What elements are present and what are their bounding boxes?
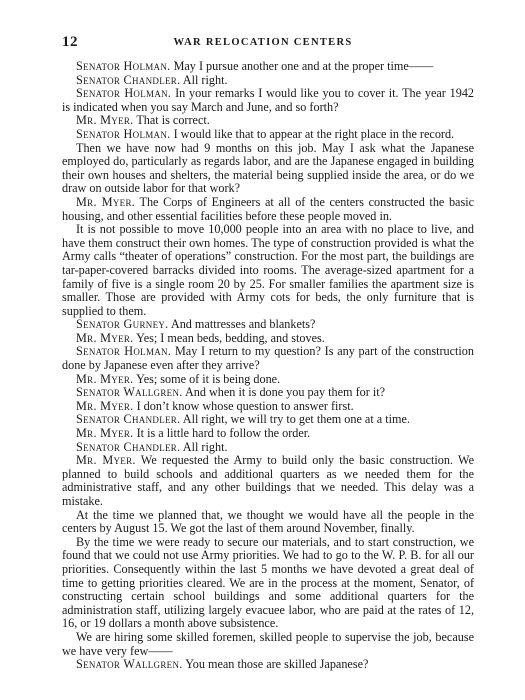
speaker-name: Senator Holman. <box>76 126 171 141</box>
paragraph-text: I don’t know whose question to answer first. <box>133 398 354 413</box>
transcript-paragraph <box>62 128 474 142</box>
paragraph-text: Then we have now had 9 months on this job. May I ask what the Japanese employed do, particularly as regards labor, and are the Japanese engaged in building their own houses and shelters, the material being supplied inside the area, or do we draw on outside labor for that work? <box>62 140 474 196</box>
transcript-paragraph <box>62 373 474 387</box>
hearing-transcript <box>62 60 474 672</box>
paragraph-text: And when it is done you pay them for it? <box>182 385 386 400</box>
page-header <box>62 34 464 54</box>
transcript-paragraph <box>62 318 474 332</box>
transcript-paragraph <box>62 196 474 223</box>
transcript-paragraph <box>62 345 474 372</box>
paragraph-text: At the time we planned that, we thought we would have all the people in the centers by August 15. We got the last of them around November, finally. <box>62 507 474 536</box>
speaker-name: Senator Holman. <box>76 86 172 101</box>
paragraph-text: May I return to my question? Is any part of the construction done by Japanese even after they arrive? <box>62 344 474 373</box>
transcript-paragraph <box>62 658 474 672</box>
transcript-paragraph <box>62 87 474 114</box>
transcript-paragraph <box>62 114 474 128</box>
paragraph-text: You mean those are skilled Japanese? <box>182 657 369 672</box>
speaker-name: Senator Chandler. <box>76 439 181 454</box>
transcript-paragraph <box>62 454 474 508</box>
paragraph-text: That is correct. <box>133 113 210 128</box>
paragraph-text: We requested the Army to build only the basic construction. We planned to build schools and additional quarters as we needed them for the administrative staff, and any other buildings that we needed. This delay was a mistake. <box>62 453 474 508</box>
speaker-name: Senator Chandler. <box>76 72 181 87</box>
transcript-paragraph <box>62 413 474 427</box>
paragraph-text: By the time we were ready to secure our materials, and to start construction, we found that we could not use Army priorities. We had to go to the W. P. B. for all our priorities. Consequently within the last 5 months we have devoted a great deal of time to getting priorities cleared. We are in the process at the moment, Senator, of constructing certain school buildings and some additional quarters for the administration staff, utilizing largely evacuee labor, who are paid at the rates of 12, 16, or 19 dollars a month above subsistence. <box>62 534 474 631</box>
speaker-name: Senator Holman. <box>76 59 171 73</box>
paragraph-text: All right. <box>180 439 228 454</box>
transcript-paragraph <box>62 631 474 658</box>
page-number: 12 <box>62 34 78 50</box>
speaker-name: Mr. Myer. <box>76 426 134 441</box>
speaker-name: Mr. Myer. <box>76 371 134 386</box>
paragraph-text: And mattresses and blankets? <box>168 317 316 332</box>
paragraph-text: All right. <box>180 72 228 87</box>
speaker-name: Mr. Myer. <box>76 453 136 468</box>
paragraph-text: We are hiring some skilled foremen, skilled people to supervise the job, because we have very few—— <box>62 629 474 658</box>
transcript-paragraph <box>62 400 474 414</box>
paragraph-text: I would like that to appear at the right place in the record. <box>170 126 455 141</box>
paragraph-text: The Corps of Engineers at all of the centers constructed the basic housing, and other essential facilities before these people moved in. <box>62 194 474 223</box>
paragraph-text: It is a little hard to follow the order. <box>133 426 311 441</box>
transcript-paragraph <box>62 74 474 88</box>
speaker-name: Mr. Myer. <box>76 113 134 128</box>
transcript-paragraph <box>62 60 474 74</box>
transcript-paragraph <box>62 332 474 346</box>
transcript-paragraph <box>62 223 474 318</box>
transcript-paragraph <box>62 509 474 536</box>
transcript-paragraph <box>62 536 474 631</box>
speaker-name: Senator Holman. <box>76 344 172 359</box>
paragraph-text: In your remarks I would like you to cover it. The year 1942 is indicated when you say March and June, and so forth? <box>62 86 475 114</box>
paragraph-text: It is not possible to move 10,000 people into an area with no place to live, and have them construct their own homes. The type of construction provided is what the Army calls “theater of operations” construction. For the most part, the buildings are tar-paper-covered barracks divided into rooms. The average-sized apartment for a family of five is a single room 20 by 25. For smaller families the apartment size is smaller. Those are provided with Army cots for beds, the only furniture that is supplied to them. <box>62 222 474 318</box>
speaker-name: Mr. Myer. <box>76 330 134 345</box>
speaker-name: Senator Gurney. <box>76 317 169 332</box>
transcript-paragraph <box>62 427 474 441</box>
transcript-paragraph <box>62 386 474 400</box>
paragraph-text: Yes; I mean beds, bedding, and stoves. <box>133 330 325 345</box>
transcript-paragraph <box>62 441 474 455</box>
paragraph-text: May I pursue another one and at the proper time—— <box>170 59 434 73</box>
running-head: WAR RELOCATION CENTERS <box>173 37 353 48</box>
transcript-paragraph <box>62 142 474 196</box>
speaker-name: Mr. Myer. <box>76 194 136 209</box>
paragraph-text: All right, we will try to get them one at a time. <box>180 412 410 427</box>
speaker-name: Senator Wallgren. <box>76 657 183 672</box>
speaker-name: Senator Wallgren. <box>76 385 183 400</box>
paragraph-text: Yes; some of it is being done. <box>133 371 281 386</box>
speaker-name: Mr. Myer. <box>76 398 134 413</box>
speaker-name: Senator Chandler. <box>76 412 181 427</box>
